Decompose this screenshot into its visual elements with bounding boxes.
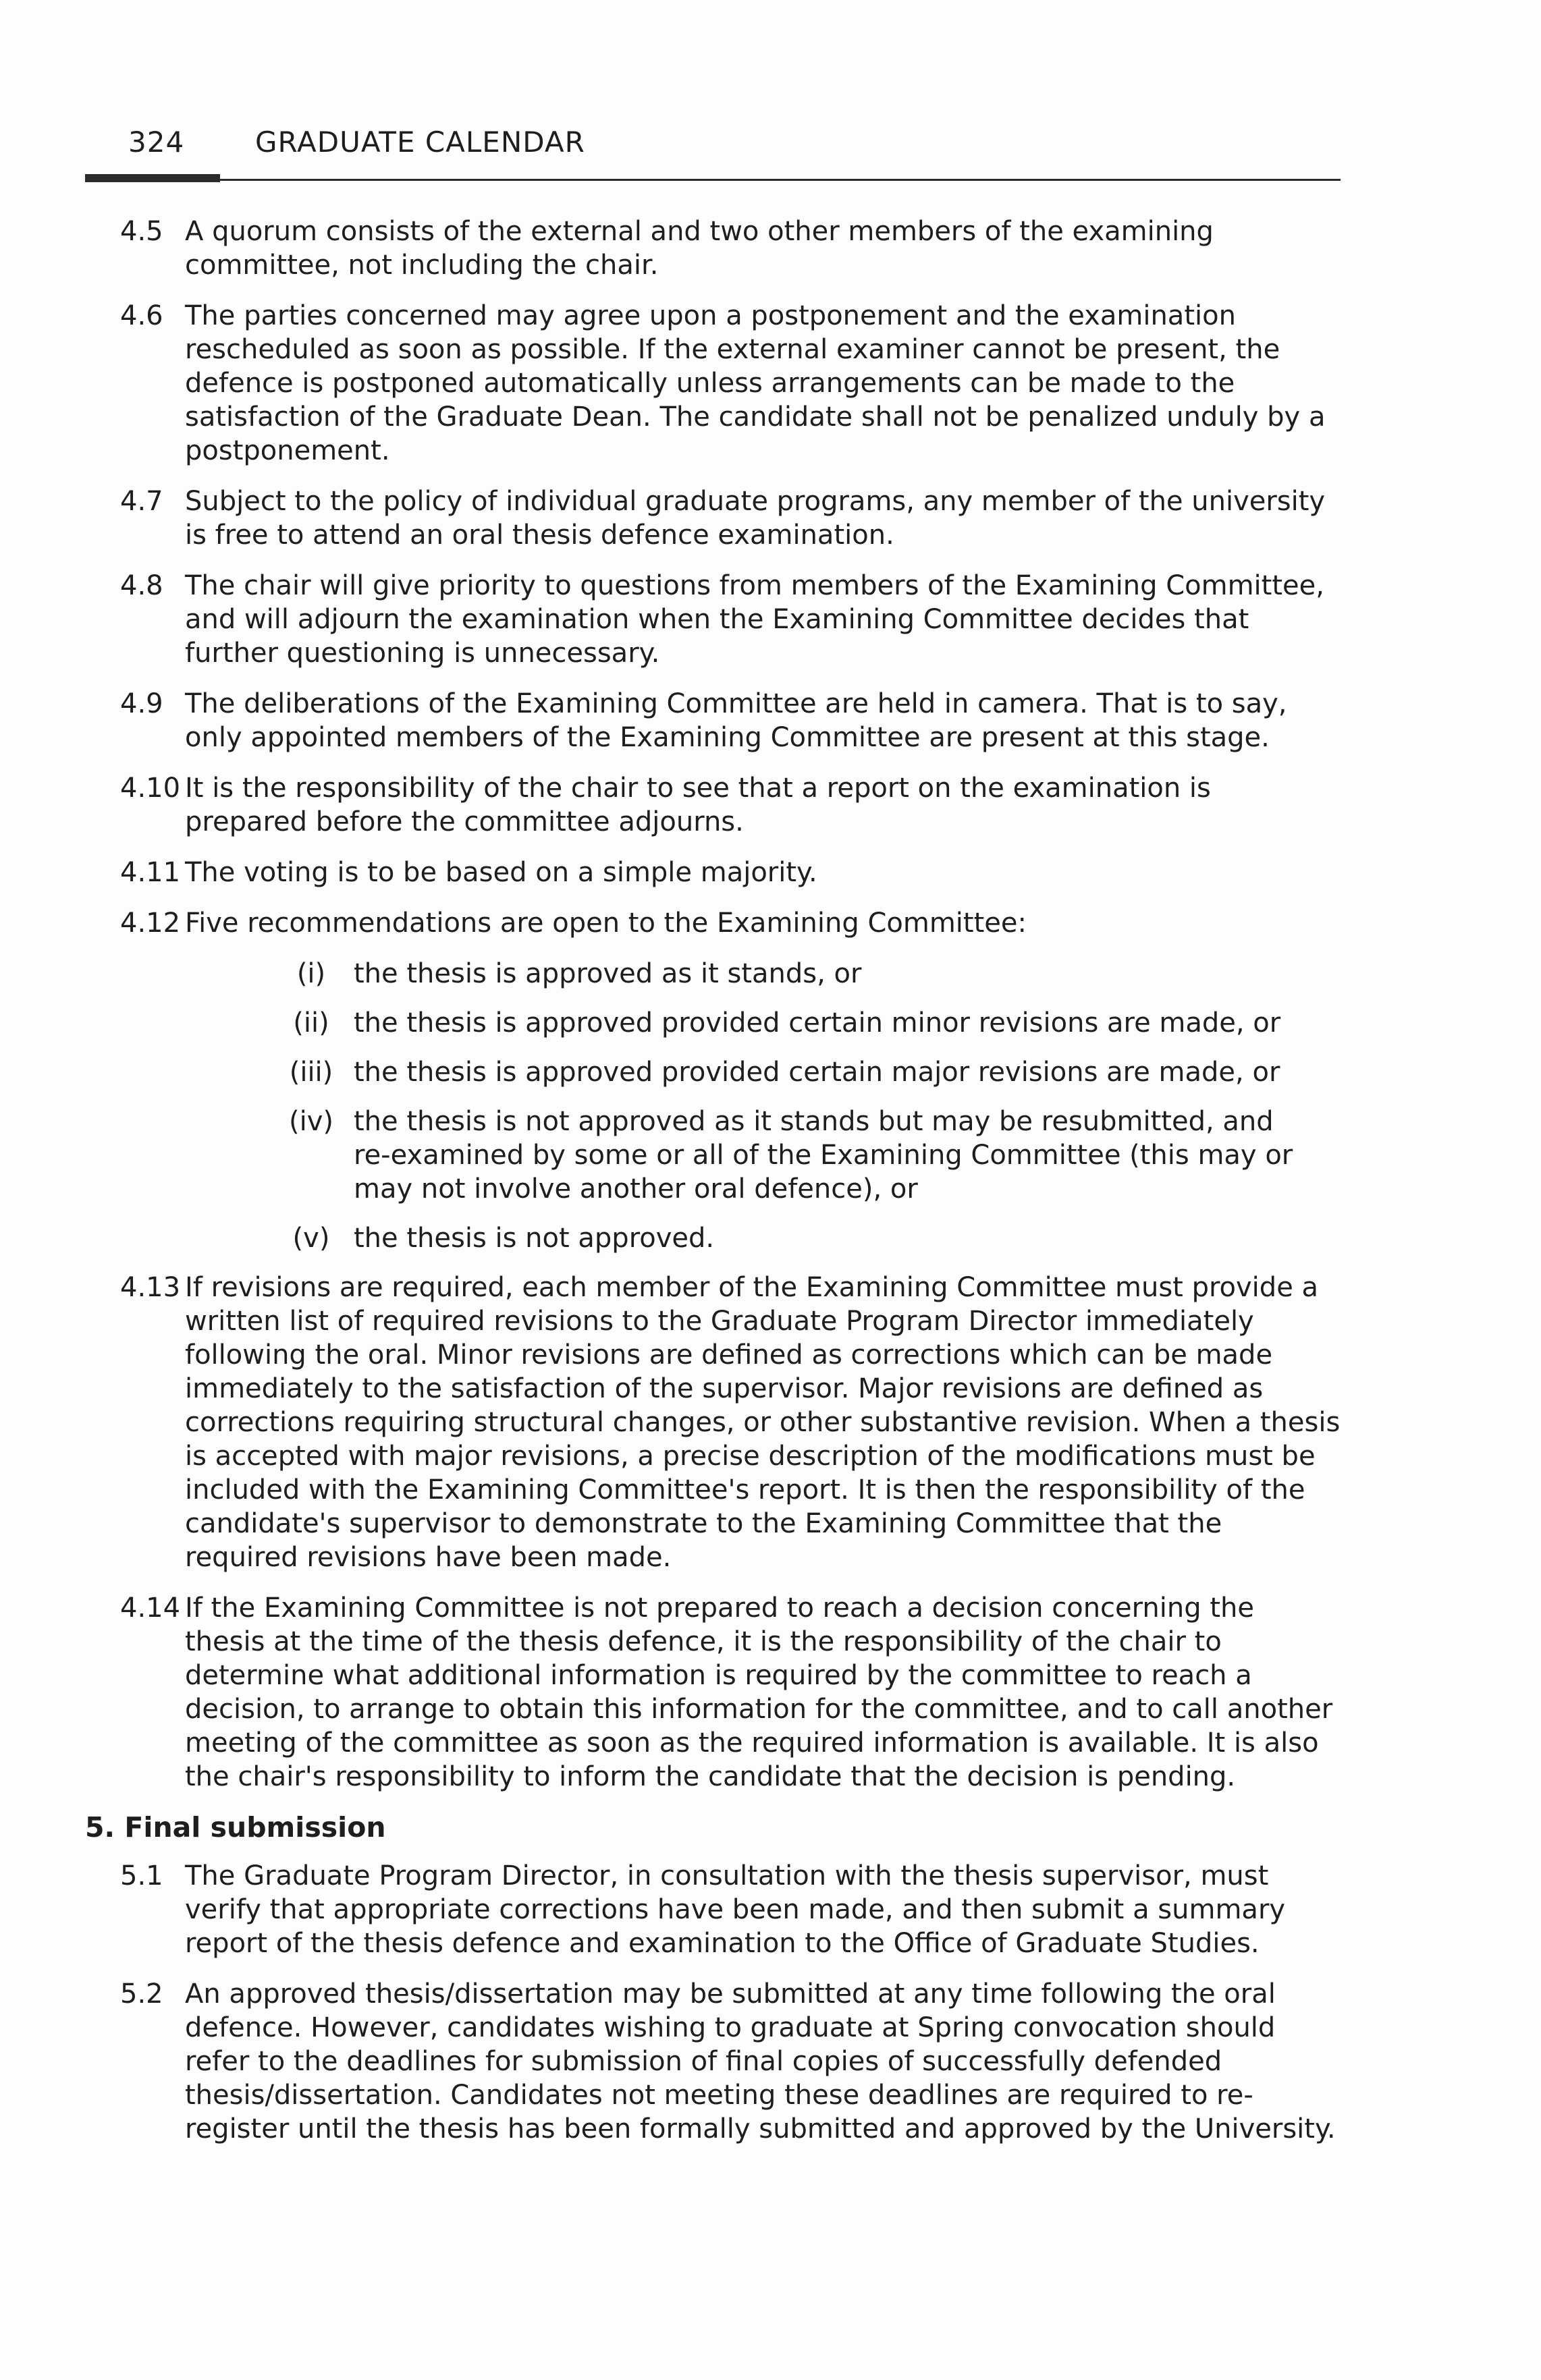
- sub-item-number: (iv): [289, 1106, 333, 1137]
- item-number: 4.12: [120, 908, 181, 939]
- section-heading: 5. Final submission: [85, 1811, 386, 1844]
- item-number: 4.7: [120, 486, 163, 517]
- list-item: [85, 569, 1341, 670]
- item-text: If revisions are required, each member of the Examining Committee must provide a written list of required revisions to the Graduate Program Director immediately following the oral. Minor revisions are defined as corrections which can be made immediately to the satisfaction of the supervisor. Major revisions are defined as corrections requiring structural changes, or other substantive revision. When a thesis is accepted with major revisions, a precise description of the modifications must be included with the Examining Committee's report. It is then the responsibility of the candidate's supervisor to demonstrate to the Examining Committee that the required revisions have been made.: [185, 1272, 1341, 1573]
- item-number: 4.9: [120, 688, 163, 719]
- item-text: If the Examining Committee is not prepared to reach a decision concerning the thesis at the time of the thesis defence, it is the responsibility of the chair to determine what additional information is required by the committee to reach a decision, to arrange to obtain this information for the committee, and to call another meeting of the committee as soon as the required information is available. It is also the chair's responsibility to inform the candidate that the decision is pending.: [185, 1593, 1333, 1792]
- sub-item-text: the thesis is approved provided certain major revisions are made, or: [354, 1057, 1280, 1088]
- list-item: [85, 485, 1341, 552]
- sub-item-text: the thesis is approved as it stands, or: [354, 958, 862, 989]
- sub-item-number: (ii): [293, 1007, 329, 1039]
- item-number: 5.2: [120, 1978, 163, 2010]
- list-item: [85, 1859, 1341, 1960]
- item-text: A quorum consists of the external and two other members of the examining committee, not including the chair.: [185, 216, 1214, 281]
- sub-item-number: (v): [292, 1223, 330, 1254]
- item-number: 4.13: [120, 1272, 181, 1303]
- item-text: An approved thesis/dissertation may be submitted at any time following the oral defence. However, candidates wishing to graduate at Spring convocation should refer to the deadlines for submission of final copies of successfully defended thesis/dissertation. Candidates not meeting these deadlines are required to re-register until the thesis has been formally submitted and approved by the University.: [185, 1978, 1336, 2144]
- item-number: 4.5: [120, 216, 163, 247]
- sub-list-item: [269, 957, 1341, 991]
- sub-list-item: [269, 1006, 1341, 1040]
- list-item: [85, 906, 1341, 940]
- list-item: [85, 856, 1341, 889]
- item-number: 4.10: [120, 773, 181, 804]
- list-item: [85, 299, 1341, 468]
- header-rule: [85, 179, 1341, 181]
- sub-list-item: [269, 1221, 1341, 1255]
- item-text: The parties concerned may agree upon a postponement and the examination rescheduled as soon as possible. If the external examiner cannot be present, the defence is postponed automatically unless arrangements can be made to the satisfaction of the Graduate Dean. The candidate shall not be penalized unduly by a postponement.: [185, 300, 1326, 466]
- document-body: [85, 215, 1341, 2163]
- item-text: Subject to the policy of individual graduate programs, any member of the university is free to attend an oral thesis defence examination.: [185, 486, 1326, 551]
- item-text: The deliberations of the Examining Committee are held in camera. That is to say, only appointed members of the Examining Committee are present at this stage.: [185, 688, 1287, 753]
- sub-list-item: [269, 1105, 1341, 1206]
- sub-item-text: the thesis is not approved as it stands but may be resubmitted, and re-examined by some or all of the Examining Committee (this may or may not involve another oral defence), or: [354, 1106, 1293, 1205]
- sub-item-number: (i): [296, 958, 326, 989]
- sub-item-number: (iii): [289, 1057, 333, 1088]
- list-item: [85, 215, 1341, 282]
- page-number: 324: [128, 126, 185, 159]
- item-text: It is the responsibility of the chair to see that a report on the examination is prepared before the committee adjourns.: [185, 773, 1211, 837]
- list-item: [85, 1591, 1341, 1794]
- list-item: [85, 1977, 1341, 2146]
- list-item: [85, 687, 1341, 754]
- header-rule-accent: [85, 174, 220, 182]
- item-number: 4.14: [120, 1593, 181, 1624]
- sub-item-text: the thesis is approved provided certain minor revisions are made, or: [354, 1007, 1281, 1039]
- item-number: 5.1: [120, 1860, 163, 1891]
- list-item: [85, 1271, 1341, 1574]
- sub-item-text: the thesis is not approved.: [354, 1223, 715, 1254]
- item-number: 4.6: [120, 300, 163, 331]
- page-header: [128, 126, 1343, 166]
- sub-list-item: [269, 1055, 1341, 1089]
- running-title: GRADUATE CALENDAR: [255, 126, 585, 159]
- item-text: Five recommendations are open to the Examining Committee:: [185, 908, 1027, 939]
- item-number: 4.8: [120, 570, 163, 601]
- item-number: 4.11: [120, 857, 181, 888]
- item-text: The chair will give priority to questions from members of the Examining Committee, and will adjourn the examination when the Examining Committee decides that further questioning is unnecessary.: [185, 570, 1324, 669]
- item-text: The Graduate Program Director, in consultation with the thesis supervisor, must verify that appropriate corrections have been made, and then submit a summary report of the thesis defence and examination to the Office of Graduate Studies.: [185, 1860, 1286, 1959]
- item-text: The voting is to be based on a simple majority.: [185, 857, 817, 888]
- list-item: [85, 771, 1341, 839]
